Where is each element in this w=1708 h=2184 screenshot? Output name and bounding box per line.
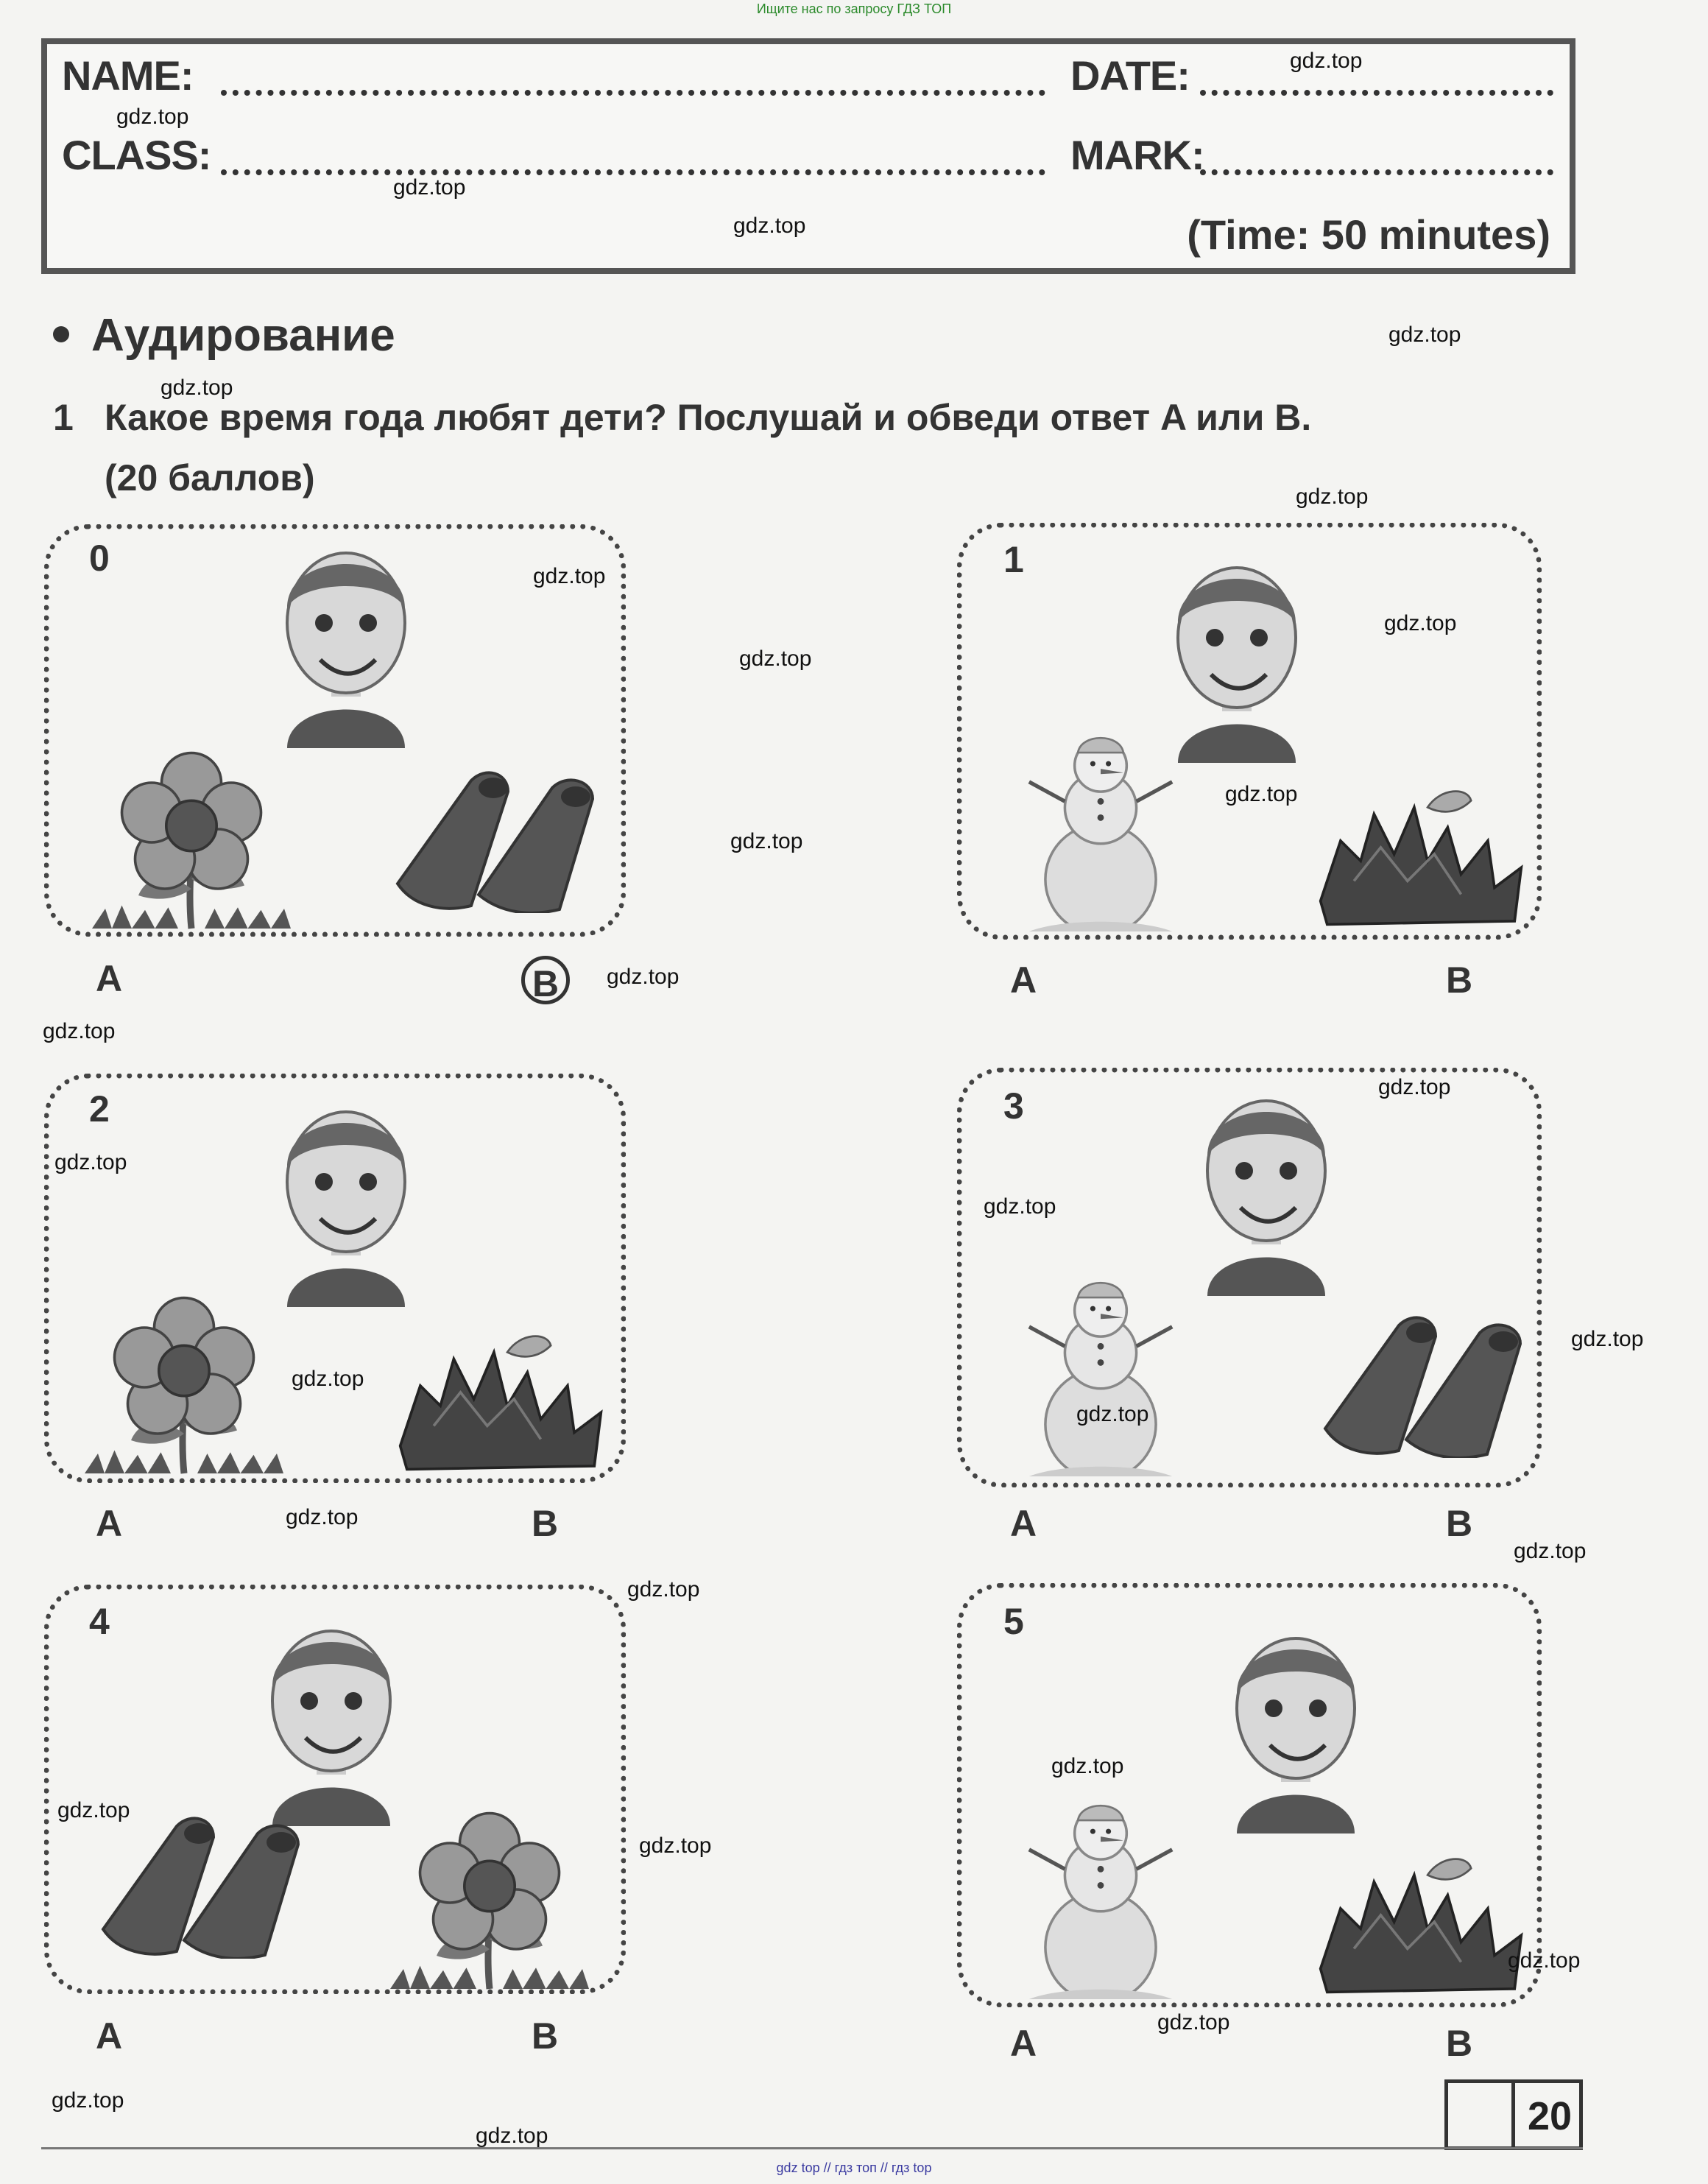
watermark: gdz.top xyxy=(476,2124,548,2148)
watermark: gdz.top xyxy=(730,829,803,853)
snowman-icon xyxy=(1016,736,1185,931)
watermark: gdz.top xyxy=(1508,1948,1581,1973)
class-field[interactable] xyxy=(221,169,1045,175)
watermark: gdz.top xyxy=(1290,49,1363,73)
option-a[interactable]: A xyxy=(96,958,123,999)
watermark: gdz.top xyxy=(533,564,606,588)
flower-icon xyxy=(81,736,302,935)
watermark: gdz.top xyxy=(286,1505,359,1529)
name-field[interactable] xyxy=(221,90,1045,96)
date-field[interactable] xyxy=(1200,90,1553,96)
option-b[interactable]: B xyxy=(1446,1503,1473,1544)
option-b[interactable]: B xyxy=(532,2015,559,2057)
flippers-icon xyxy=(88,1811,309,1959)
snowman-icon xyxy=(1016,1281,1185,1476)
mark-label: MARK: xyxy=(1070,132,1204,178)
watermark: gdz.top xyxy=(116,105,189,129)
panel-number: 4 xyxy=(89,1601,110,1642)
boy-smiling-icon xyxy=(1148,542,1325,763)
watermark: gdz.top xyxy=(1051,1754,1124,1778)
top-banner-text: Ищите нас по запросу ГДЗ ТОП xyxy=(756,1,952,16)
autumn-leaves-icon xyxy=(1310,781,1531,928)
watermark: gdz.top xyxy=(607,965,680,989)
flippers-icon xyxy=(1310,1311,1531,1458)
bottom-rule xyxy=(41,2147,1583,2149)
watermark: gdz.top xyxy=(1571,1327,1644,1351)
class-label: CLASS: xyxy=(62,132,211,178)
watermark: gdz.top xyxy=(52,2088,124,2113)
watermark: gdz.top xyxy=(393,175,466,200)
watermark: gdz.top xyxy=(1157,2010,1230,2035)
task-text: Какое время года любят дети? Послушай и обведи ответ A или B. xyxy=(105,397,1312,438)
score-box xyxy=(1444,2079,1583,2150)
flippers-icon xyxy=(383,766,604,913)
option-a[interactable]: A xyxy=(1010,1503,1037,1544)
task-points: (20 баллов) xyxy=(105,457,315,499)
watermark: gdz.top xyxy=(1388,323,1461,347)
panel-number: 0 xyxy=(89,538,110,579)
option-b[interactable]: B xyxy=(1446,2023,1473,2064)
watermark: gdz.top xyxy=(739,647,812,671)
watermark: gdz.top xyxy=(627,1577,700,1602)
girl-with-buns-icon xyxy=(243,1605,420,1826)
option-b[interactable]: B xyxy=(1446,959,1473,1001)
option-a[interactable]: A xyxy=(1010,959,1037,1001)
student-info-box xyxy=(41,38,1575,274)
boy-with-glasses-icon xyxy=(1207,1613,1384,1833)
watermark: gdz.top xyxy=(1225,782,1298,806)
option-a[interactable]: A xyxy=(96,2015,123,2057)
option-a[interactable]: A xyxy=(1010,2023,1037,2064)
flower-icon xyxy=(81,1281,287,1480)
time-limit: (Time: 50 minutes) xyxy=(1187,211,1550,258)
bullet-icon xyxy=(53,326,69,342)
section-title: Аудирование xyxy=(53,309,395,362)
task-number: 1 xyxy=(53,397,74,438)
name-label: NAME: xyxy=(62,52,194,99)
mark-field[interactable] xyxy=(1200,169,1553,175)
watermark: gdz.top xyxy=(1296,485,1369,509)
score-value: 20 xyxy=(1527,2094,1573,2138)
watermark: gdz.top xyxy=(54,1150,127,1174)
watermark: gdz.top xyxy=(733,214,806,238)
watermark: gdz.top xyxy=(43,1019,116,1043)
watermark: gdz.top xyxy=(160,376,233,400)
watermark: gdz.top xyxy=(292,1367,364,1391)
panel-number: 5 xyxy=(1003,1601,1024,1642)
watermark: gdz.top xyxy=(1514,1539,1587,1563)
snowman-icon xyxy=(1016,1804,1185,1999)
bottom-banner-text: gdz top // гдз топ // гдз top xyxy=(776,2160,932,2175)
watermark: gdz.top xyxy=(639,1833,712,1858)
option-a[interactable]: A xyxy=(96,1503,123,1544)
girl-with-glasses-icon xyxy=(258,1086,434,1307)
watermark: gdz.top xyxy=(1378,1075,1451,1099)
option-b-circled[interactable]: B xyxy=(521,956,570,1004)
watermark: gdz.top xyxy=(57,1798,130,1822)
autumn-leaves-icon xyxy=(390,1325,611,1473)
watermark: gdz.top xyxy=(1076,1402,1149,1426)
watermark: gdz.top xyxy=(1384,611,1457,635)
date-label: DATE: xyxy=(1070,52,1190,99)
flower-icon xyxy=(383,1797,596,1995)
panel-number: 2 xyxy=(89,1088,110,1130)
boy-curly-hair-icon xyxy=(1178,1075,1355,1296)
option-b[interactable]: B xyxy=(532,1503,559,1544)
girl-curly-hair-icon xyxy=(258,527,434,748)
autumn-leaves-icon xyxy=(1310,1848,1531,1995)
panel-number: 1 xyxy=(1003,539,1024,580)
panel-number: 3 xyxy=(1003,1085,1024,1127)
watermark: gdz.top xyxy=(984,1194,1056,1219)
